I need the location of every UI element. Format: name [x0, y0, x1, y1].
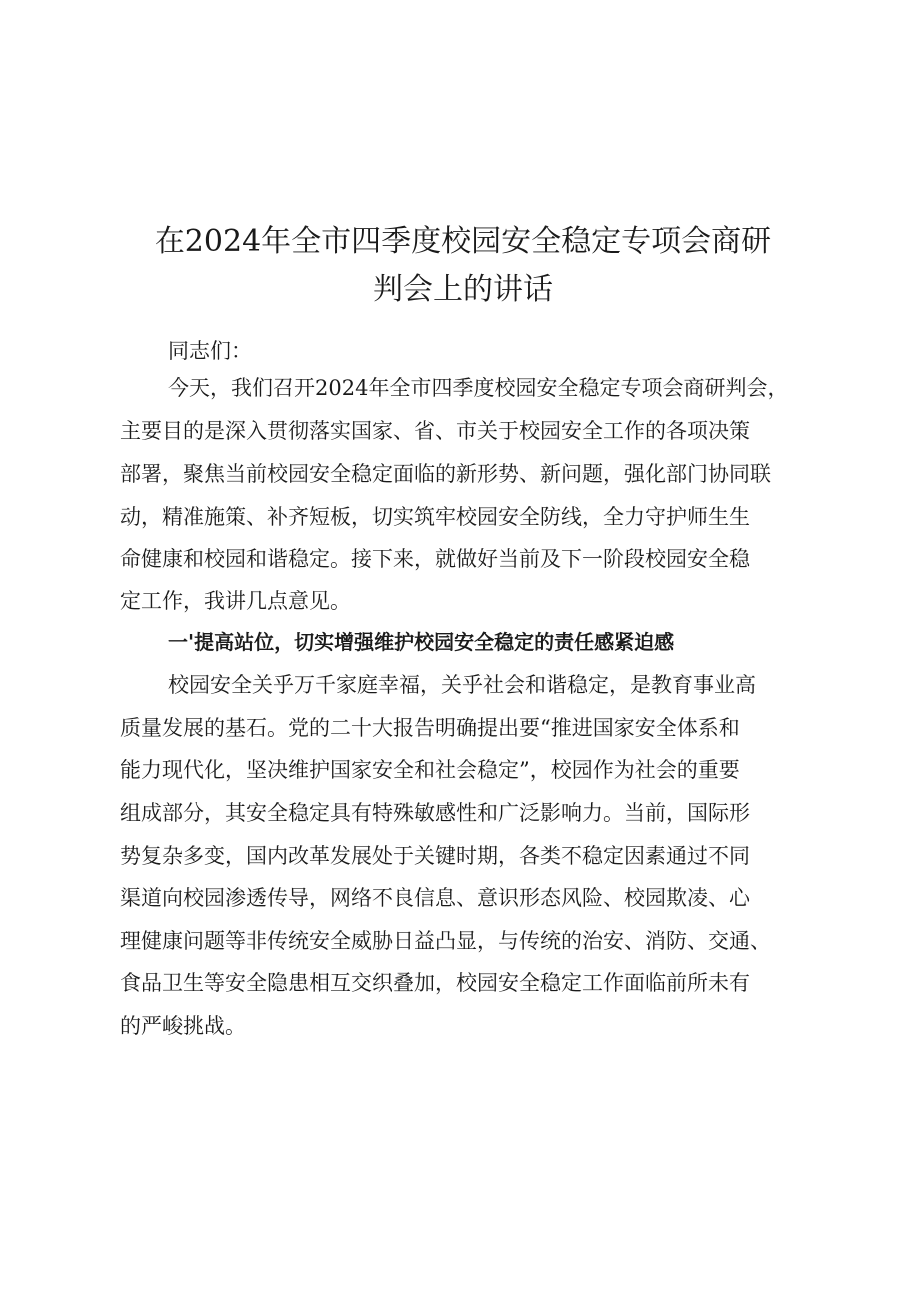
paragraph-2-line-6: 渠道向校园渗透传导，网络不良信息、意识形态风险、校园欺凌、心	[120, 886, 750, 910]
paragraph-1-line-4: 动，精准施策、补齐短板，切实筑牢校园安全防线，全力守护师生生	[120, 505, 750, 529]
paragraph-2-line-4: 组成部分，其安全稳定具有特殊敏感性和广泛影响力。当前，国际形	[120, 801, 750, 825]
document-title-line-2: 判会上的讲话	[373, 272, 553, 307]
document-title-line-1: 在2024年全市四季度校园安全稳定专项会商研	[154, 224, 772, 259]
section-heading-1: 一'提高站位，切实增强维护校园安全稳定的责任感紧迫感	[168, 630, 675, 654]
paragraph-1-line-5: 命健康和校园和谐稳定。接下来，就做好当前及下一阶段校园安全稳	[120, 547, 750, 571]
paragraph-2-line-2: 质量发展的基石。党的二十大报告明确提出要“推进国家安全体系和	[120, 716, 740, 740]
paragraph-2-line-1: 校园安全关乎万千家庭幸福，关乎社会和谐稳定，是教育事业高	[168, 673, 756, 697]
salutation: 同志们：	[168, 339, 252, 363]
paragraph-1-line-6: 定工作，我讲几点意见。	[120, 589, 351, 613]
paragraph-2-line-5: 势复杂多变，国内改革发展处于关键时期，各类不稳定因素通过不同	[120, 844, 750, 868]
paragraph-2-line-7: 理健康问题等非传统安全威胁日益凸显，与传统的治安、消防、交通、	[120, 929, 771, 953]
paragraph-2-line-3: 能力现代化，坚决维护国家安全和社会稳定”，校园作为社会的重要	[120, 758, 740, 782]
paragraph-1-line-2: 主要目的是深入贯彻落实国家、省、市关于校园安全工作的各项决策	[120, 419, 750, 443]
paragraph-2-line-8: 食品卫生等安全隐患相互交织叠加，校园安全稳定工作面临前所未有	[120, 971, 750, 995]
paragraph-1-line-1: 今天，我们召开2024年全市四季度校园安全稳定专项会商研判会，	[168, 376, 789, 400]
paragraph-2-line-9: 的严峻挑战。	[120, 1014, 246, 1038]
paragraph-1-line-3: 部署，聚焦当前校园安全稳定面临的新形势、新问题，强化部门协同联	[120, 462, 771, 486]
